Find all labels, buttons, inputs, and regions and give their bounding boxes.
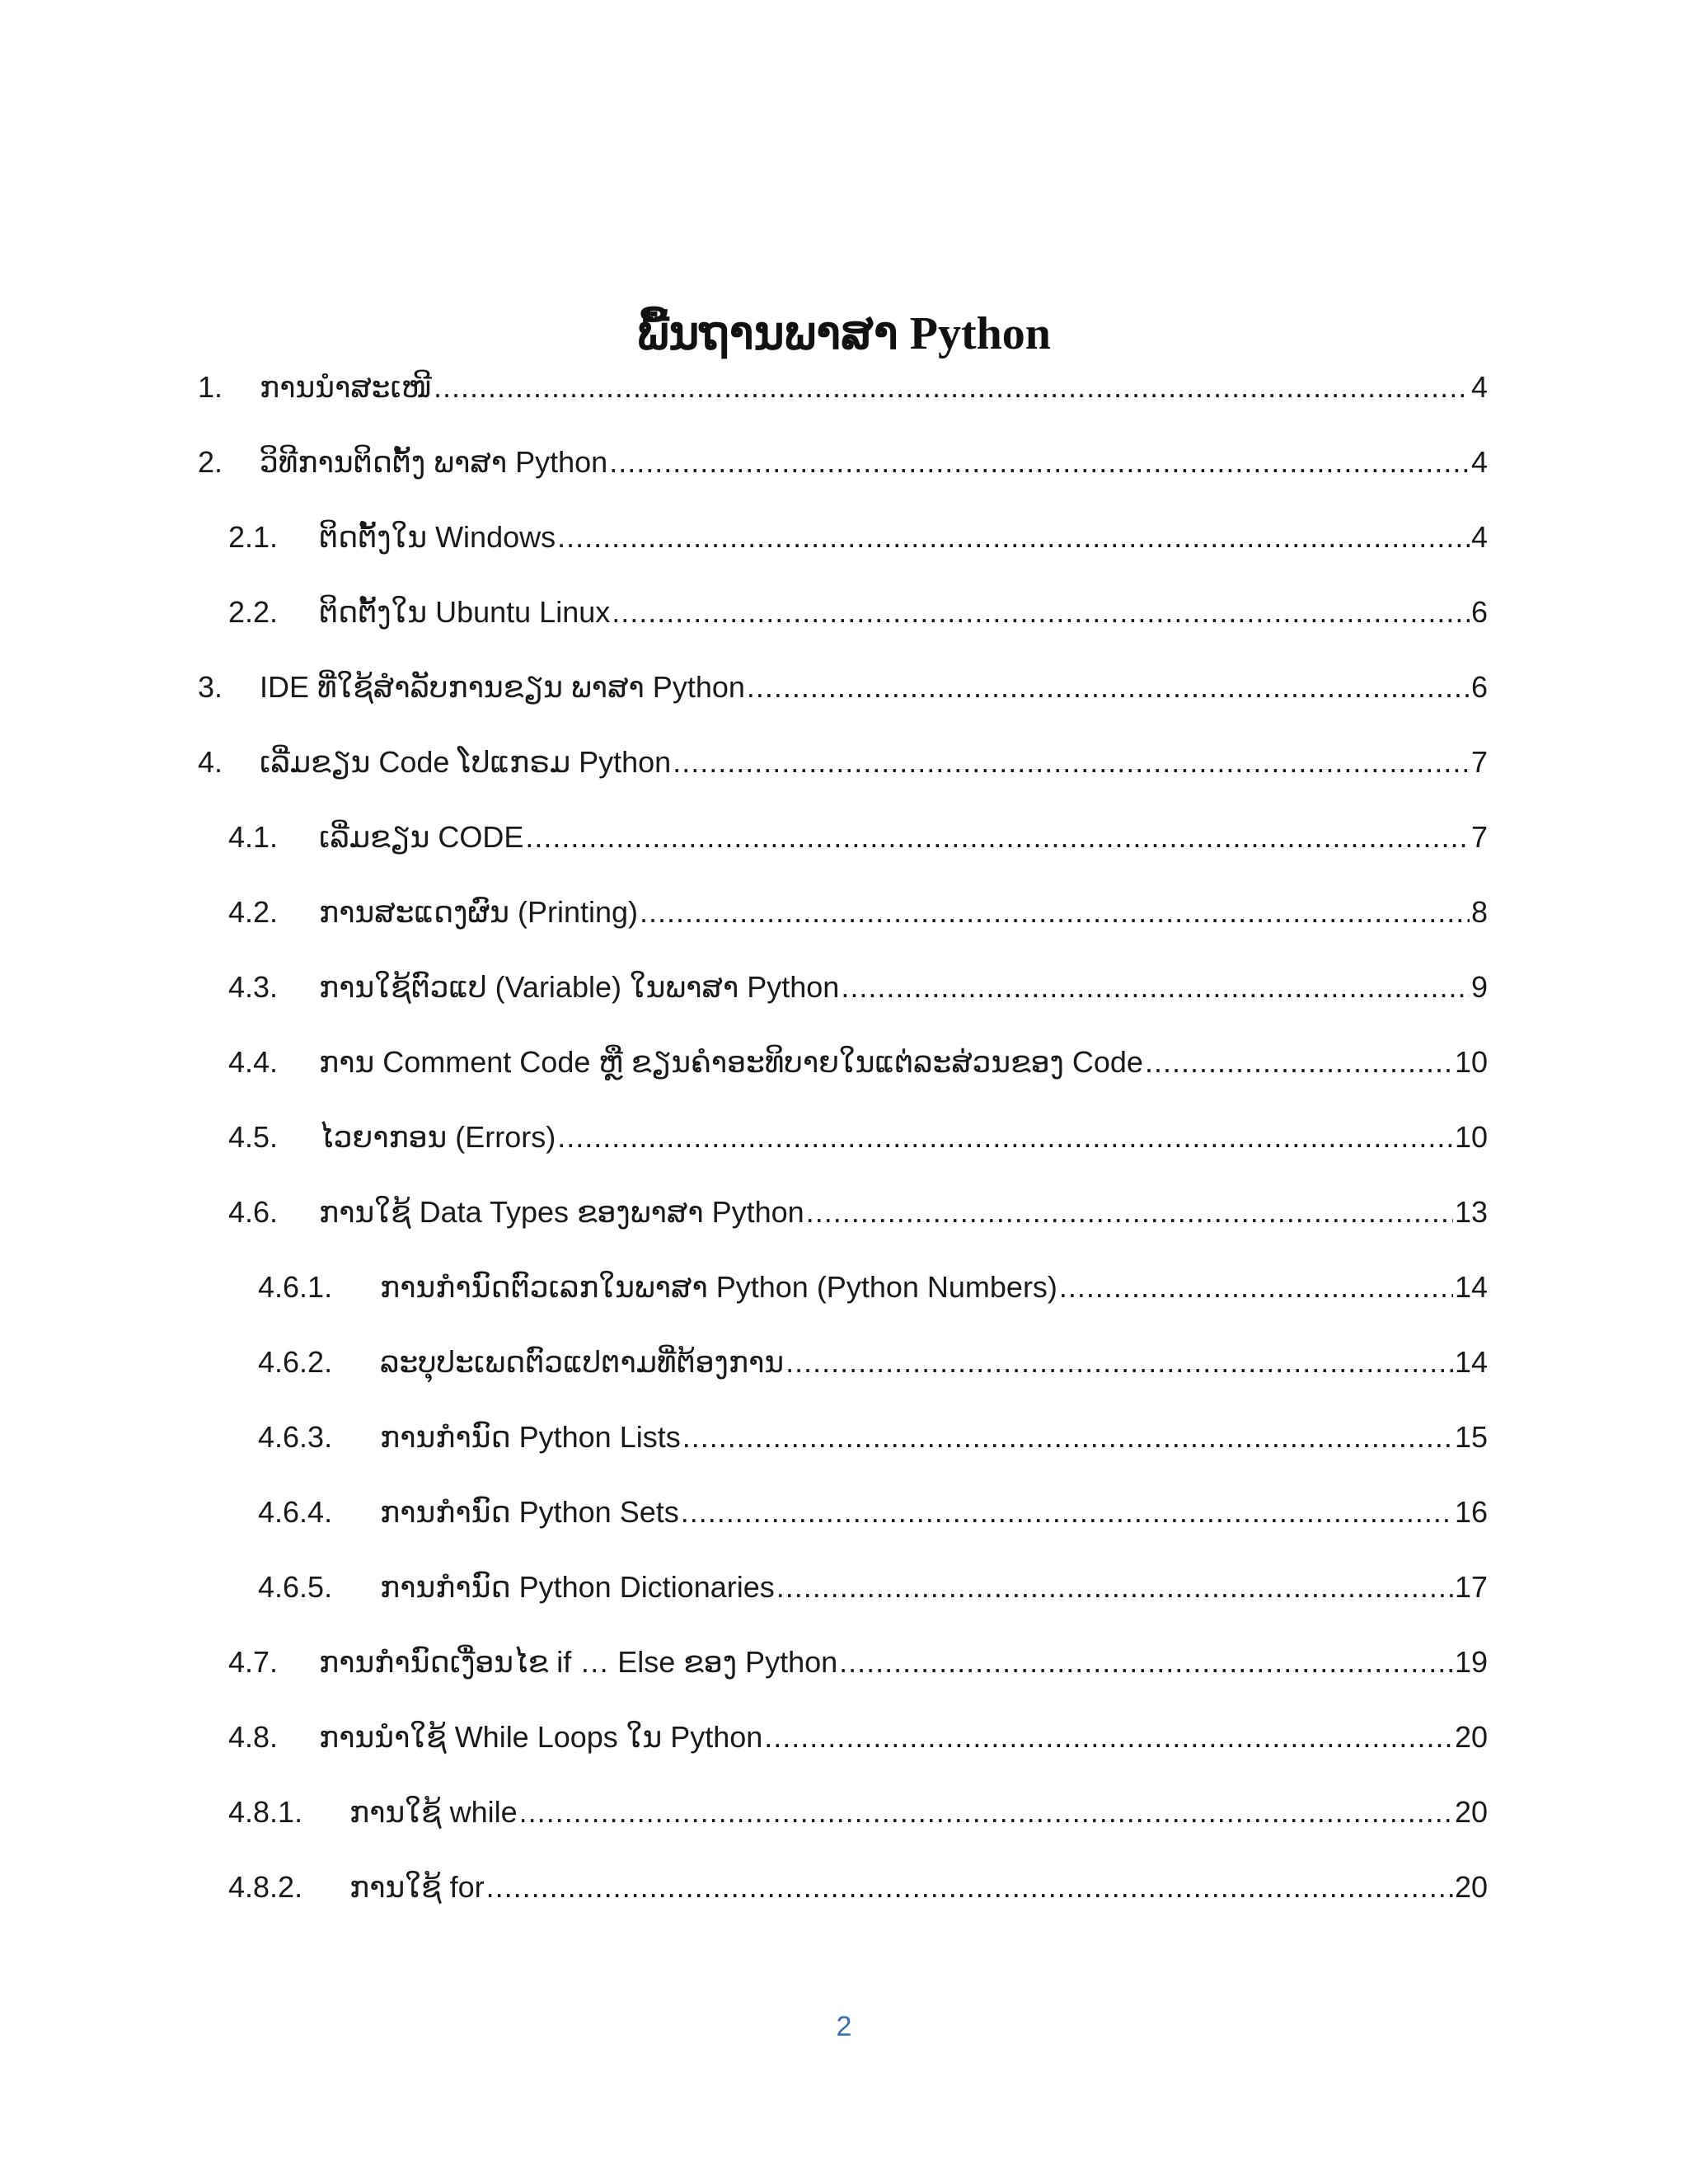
toc-entry-4-6-5[interactable] [258,1563,1488,1612]
toc-entry-number: 2.2. [228,595,279,629]
toc-entry-number: 4.4. [228,1045,279,1079]
toc-entry-title: ການນຳສະເໜີ [260,370,432,404]
toc-entry-1[interactable] [198,363,1488,412]
toc-entry-number: 4.8.1. [228,1795,303,1829]
toc-entry-title: ໄວຍາກອນ (Errors) [319,1120,556,1154]
toc-entry-page: 16 [1454,1495,1488,1529]
toc-entry-page: 20 [1454,1795,1488,1829]
toc-entry-4-3[interactable] [228,963,1488,1012]
toc-entry-number: 4.6.3. [258,1420,333,1454]
toc-dot-leader [434,363,1470,412]
toc-dot-leader [557,513,1470,562]
toc-entry-4-1[interactable] [228,813,1488,862]
toc-dot-leader [1145,1038,1453,1087]
toc-dot-leader [525,813,1470,862]
toc-entry-title: IDE ທີ່ໃຊ້ສຳລັບການຂຽນ ພາສາ Python [260,670,745,704]
toc-entry-number: 4.6.4. [258,1495,333,1529]
toc-entry-number: 4.7. [228,1645,279,1679]
toc-entry-number: 4.6.5. [258,1570,333,1604]
toc-entry-4-4[interactable] [228,1038,1488,1087]
toc-entry-4-2[interactable] [228,888,1488,937]
toc-entry-4-6-4[interactable] [258,1488,1488,1537]
toc-dot-leader [785,1338,1453,1387]
toc-entry-title: ລະບຸປະເພດຕົວແປຕາມທີ່ຕ້ອງການ [380,1345,785,1379]
toc-dot-leader [557,1113,1453,1162]
toc-entry-title: ການກຳນົດ Python Dictionaries [380,1570,775,1604]
toc-dot-leader [519,1788,1453,1837]
toc-entry-title: ການ Comment Code ຫຼື ຂຽນຄຳອະທິບາຍໃນແຕ່ລະສ່ວນຂອງ Code [319,1045,1143,1079]
toc-entry-page: 7 [1470,745,1488,779]
toc-entry-number: 4.3. [228,970,279,1004]
toc-entry-4-6-3[interactable] [258,1413,1488,1462]
toc-entry-page: 13 [1454,1195,1488,1229]
toc-entry-page: 14 [1454,1345,1488,1379]
toc-entry-page: 20 [1454,1870,1488,1904]
toc-entry-number: 4. [198,745,223,779]
toc-entry-4-8-2[interactable] [228,1863,1488,1912]
toc-entry-title: ການກຳນົດ Python Sets [380,1495,679,1529]
toc-entry-title: ການໃຊ້ while [349,1795,518,1829]
toc-entry-number: 4.6.1. [258,1270,333,1304]
toc-entry-number: 4.8.2. [228,1870,303,1904]
toc-entry-number: 4.6. [228,1195,279,1229]
toc-dot-leader [486,1863,1453,1912]
toc-entry-3[interactable] [198,663,1488,712]
toc-dot-leader [806,1188,1453,1237]
toc-entry-4-7[interactable] [228,1638,1488,1687]
toc-entry-2-2[interactable] [228,588,1488,637]
toc-entry-title: ການໃຊ້ຕົວແປ (Variable) ໃນພາສາ Python [319,970,840,1004]
toc-entry-page: 4 [1470,370,1488,404]
toc-entry-title: ການນຳໃຊ້ While Loops ໃນ Python [319,1720,763,1754]
toc-entry-page: 20 [1454,1720,1488,1754]
toc-dot-leader [673,738,1470,787]
toc-dot-leader [681,1488,1453,1537]
toc-entry-title: ການກຳນົດເງື່ອນໄຂ if … Else ຂອງ Python [319,1645,838,1679]
toc-entry-number: 1. [198,370,223,404]
toc-entry-number: 4.6.2. [258,1345,333,1379]
toc-entry-page: 15 [1454,1420,1488,1454]
toc-entry-title: ຕິດຕັ້ງໃນ Windows [319,520,556,554]
toc-entry-page: 4 [1470,520,1488,554]
toc-entry-4-6-1[interactable] [258,1263,1488,1312]
toc-entry-4-6[interactable] [228,1188,1488,1237]
toc-dot-leader [747,663,1470,712]
toc-entry-4-8-1[interactable] [228,1788,1488,1837]
toc-entry-page: 8 [1470,895,1488,929]
toc-entry-title: ການສະແດງຜົນ (Printing) [319,895,639,929]
toc-entry-number: 4.5. [228,1120,279,1154]
document-title: ພື້ນຖານພາສາ Python [637,308,1051,359]
toc-dot-leader [841,963,1470,1012]
toc-entry-4[interactable] [198,738,1488,787]
toc-entry-page: 17 [1454,1570,1488,1604]
toc-dot-leader [609,438,1470,487]
toc-entry-number: 4.2. [228,895,279,929]
toc-dot-leader [839,1638,1453,1687]
toc-entry-4-5[interactable] [228,1113,1488,1162]
toc-dot-leader [640,888,1470,937]
toc-dot-leader [612,588,1470,637]
toc-entry-title: ການກຳນົດ Python Lists [380,1420,681,1454]
toc-entry-page: 10 [1454,1045,1488,1079]
toc-dot-leader [776,1563,1453,1612]
toc-entry-2-1[interactable] [228,513,1488,562]
toc-entry-page: 9 [1470,970,1488,1004]
page-number: 2 [836,2011,852,2042]
toc-entry-page: 6 [1470,595,1488,629]
toc-dot-leader [1059,1263,1453,1312]
toc-entry-number: 2.1. [228,520,279,554]
toc-entry-title: ວິທີການຕິດຕັ້ງ ພາສາ Python [260,445,608,479]
toc-dot-leader [764,1713,1453,1762]
toc-entry-title: ການໃຊ້ for [349,1870,485,1904]
toc-dot-leader [682,1413,1453,1462]
toc-entry-page: 7 [1470,820,1488,854]
toc-entry-page: 4 [1470,445,1488,479]
toc-entry-title: ການກຳນົດຕົວເລກໃນພາສາ Python (Python Numbers) [380,1270,1057,1304]
toc-entry-title: ເລີ່ມຂຽນ Code ໂປແກຣມ Python [260,745,672,779]
toc-entry-4-6-2[interactable] [258,1338,1488,1387]
toc-entry-number: 2. [198,445,223,479]
toc-entry-2[interactable] [198,438,1488,487]
toc-entry-title: ເລີ່ມຂຽນ CODE [319,820,524,854]
toc-entry-4-8[interactable] [228,1713,1488,1762]
toc-entry-number: 4.1. [228,820,279,854]
toc-entry-page: 6 [1470,670,1488,704]
toc-entry-number: 3. [198,670,223,704]
toc-entry-page: 19 [1454,1645,1488,1679]
toc-entry-page: 10 [1454,1120,1488,1154]
toc-entry-number: 4.8. [228,1720,279,1754]
toc-entry-page: 14 [1454,1270,1488,1304]
toc-entry-title: ຕິດຕັ້ງໃນ Ubuntu Linux [319,595,611,629]
toc-entry-title: ການໃຊ້ Data Types ຂອງພາສາ Python [319,1195,804,1229]
